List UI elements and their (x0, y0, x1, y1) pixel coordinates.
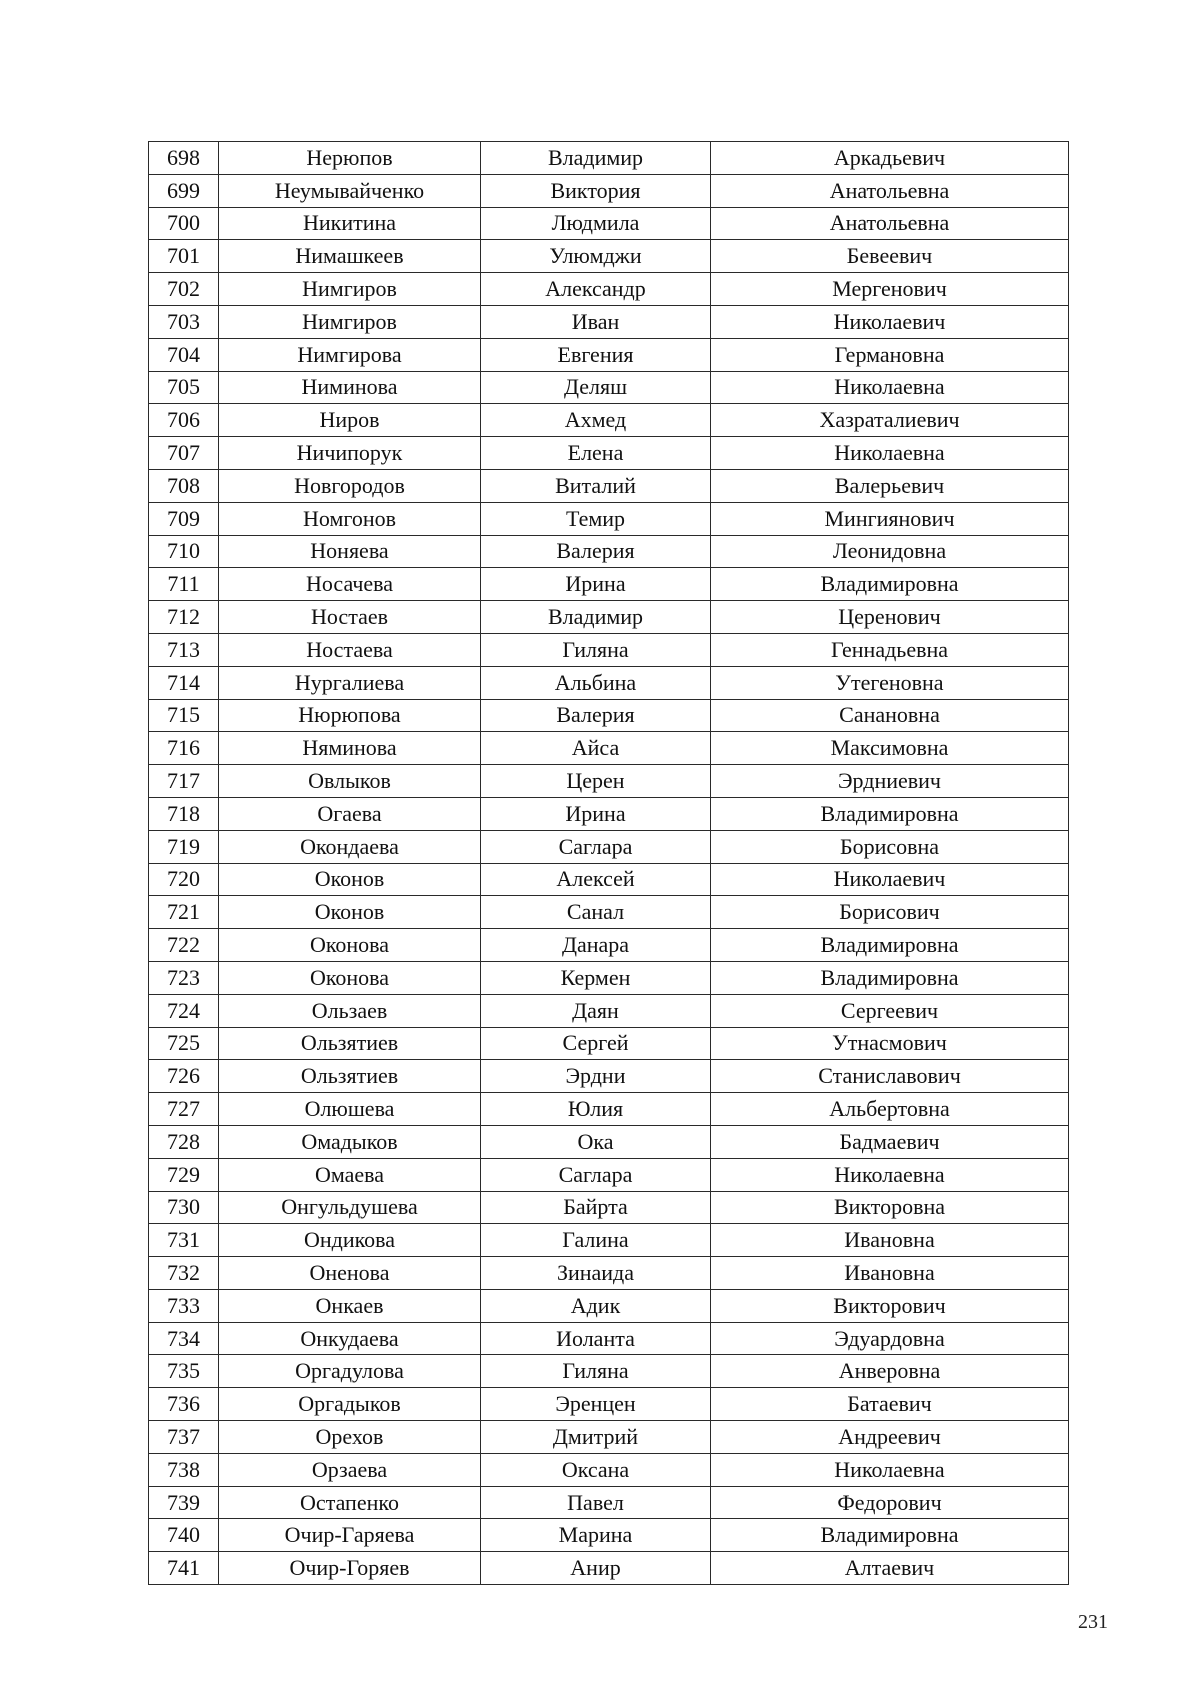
patronymic-cell: Бевеевич (711, 240, 1069, 273)
row-number-cell: 714 (149, 666, 219, 699)
table-row (149, 568, 1069, 601)
last-name-cell: Оргадулова (219, 1355, 481, 1388)
patronymic-cell: Альбертовна (711, 1093, 1069, 1126)
row-number-cell: 700 (149, 207, 219, 240)
last-name-cell: Нимгиров (219, 273, 481, 306)
patronymic-cell: Батаевич (711, 1388, 1069, 1421)
last-name-cell: Нимгиров (219, 305, 481, 338)
last-name-cell: Ностаев (219, 601, 481, 634)
last-name-cell: Окондаева (219, 830, 481, 863)
last-name-cell: Новгородов (219, 469, 481, 502)
row-number-cell: 728 (149, 1125, 219, 1158)
row-number-cell: 705 (149, 371, 219, 404)
row-number-cell: 711 (149, 568, 219, 601)
row-number-cell: 708 (149, 469, 219, 502)
table-row (149, 404, 1069, 437)
last-name-cell: Нимгирова (219, 338, 481, 371)
patronymic-cell: Бадмаевич (711, 1125, 1069, 1158)
table-row (149, 1224, 1069, 1257)
first-name-cell: Марина (481, 1519, 711, 1552)
first-name-cell: Валерия (481, 699, 711, 732)
last-name-cell: Оконова (219, 929, 481, 962)
row-number-cell: 712 (149, 601, 219, 634)
first-name-cell: Дмитрий (481, 1421, 711, 1454)
row-number-cell: 715 (149, 699, 219, 732)
first-name-cell: Оксана (481, 1453, 711, 1486)
last-name-cell: Оргадыков (219, 1388, 481, 1421)
table-row (149, 273, 1069, 306)
row-number-cell: 713 (149, 633, 219, 666)
row-number-cell: 739 (149, 1486, 219, 1519)
table-row (149, 1060, 1069, 1093)
table-row (149, 1552, 1069, 1585)
row-number-cell: 720 (149, 863, 219, 896)
first-name-cell: Людмила (481, 207, 711, 240)
patronymic-cell: Владимировна (711, 1519, 1069, 1552)
last-name-cell: Нимашкеев (219, 240, 481, 273)
first-name-cell: Темир (481, 502, 711, 535)
row-number-cell: 702 (149, 273, 219, 306)
table-row (149, 994, 1069, 1027)
table-row (149, 666, 1069, 699)
first-name-cell: Даян (481, 994, 711, 1027)
last-name-cell: Ондикова (219, 1224, 481, 1257)
row-number-cell: 725 (149, 1027, 219, 1060)
patronymic-cell: Валерьевич (711, 469, 1069, 502)
row-number-cell: 727 (149, 1093, 219, 1126)
table-row (149, 1125, 1069, 1158)
patronymic-cell: Викторовна (711, 1191, 1069, 1224)
last-name-cell: Ниминова (219, 371, 481, 404)
first-name-cell: Байрта (481, 1191, 711, 1224)
table-row (149, 1388, 1069, 1421)
patronymic-cell: Аркадьевич (711, 142, 1069, 175)
last-name-cell: Очир-Горяев (219, 1552, 481, 1585)
last-name-cell: Ноняева (219, 535, 481, 568)
row-number-cell: 707 (149, 437, 219, 470)
first-name-cell: Улюмджи (481, 240, 711, 273)
patronymic-cell: Анатольевна (711, 174, 1069, 207)
last-name-cell: Омаева (219, 1158, 481, 1191)
patronymic-cell: Мингиянович (711, 502, 1069, 535)
patronymic-cell: Владимировна (711, 961, 1069, 994)
table-row (149, 1158, 1069, 1191)
table-row (149, 469, 1069, 502)
table-row (149, 1421, 1069, 1454)
last-name-cell: Овлыков (219, 765, 481, 798)
table-row (149, 765, 1069, 798)
row-number-cell: 730 (149, 1191, 219, 1224)
table-row (149, 1486, 1069, 1519)
row-number-cell: 741 (149, 1552, 219, 1585)
patronymic-cell: Андреевич (711, 1421, 1069, 1454)
first-name-cell: Ирина (481, 797, 711, 830)
row-number-cell: 719 (149, 830, 219, 863)
last-name-cell: Ниров (219, 404, 481, 437)
first-name-cell: Гиляна (481, 633, 711, 666)
first-name-cell: Данара (481, 929, 711, 962)
row-number-cell: 732 (149, 1257, 219, 1290)
table-row (149, 1093, 1069, 1126)
first-name-cell: Виталий (481, 469, 711, 502)
last-name-cell: Ользятиев (219, 1027, 481, 1060)
row-number-cell: 734 (149, 1322, 219, 1355)
table-row (149, 1027, 1069, 1060)
patronymic-cell: Леонидовна (711, 535, 1069, 568)
table-row (149, 305, 1069, 338)
table-row (149, 699, 1069, 732)
row-number-cell: 717 (149, 765, 219, 798)
row-number-cell: 718 (149, 797, 219, 830)
first-name-cell: Эрдни (481, 1060, 711, 1093)
last-name-cell: Онкаев (219, 1289, 481, 1322)
first-name-cell: Ахмед (481, 404, 711, 437)
first-name-cell: Виктория (481, 174, 711, 207)
first-name-cell: Иван (481, 305, 711, 338)
first-name-cell: Эренцен (481, 1388, 711, 1421)
first-name-cell: Деляш (481, 371, 711, 404)
row-number-cell: 704 (149, 338, 219, 371)
page-number: 231 (1078, 1611, 1108, 1633)
patronymic-cell: Борисовна (711, 830, 1069, 863)
last-name-cell: Нерюпов (219, 142, 481, 175)
row-number-cell: 733 (149, 1289, 219, 1322)
first-name-cell: Сергей (481, 1027, 711, 1060)
first-name-cell: Кермен (481, 961, 711, 994)
row-number-cell: 723 (149, 961, 219, 994)
last-name-cell: Огаева (219, 797, 481, 830)
last-name-cell: Ностаева (219, 633, 481, 666)
patronymic-cell: Ивановна (711, 1224, 1069, 1257)
first-name-cell: Валерия (481, 535, 711, 568)
last-name-cell: Орзаева (219, 1453, 481, 1486)
row-number-cell: 724 (149, 994, 219, 1027)
table-row (149, 929, 1069, 962)
last-name-cell: Онгульдушева (219, 1191, 481, 1224)
table-row (149, 502, 1069, 535)
patronymic-cell: Владимировна (711, 929, 1069, 962)
last-name-cell: Оненова (219, 1257, 481, 1290)
first-name-cell: Адик (481, 1289, 711, 1322)
last-name-cell: Няминова (219, 732, 481, 765)
patronymic-cell: Викторович (711, 1289, 1069, 1322)
last-name-cell: Номгонов (219, 502, 481, 535)
patronymic-cell: Николаевич (711, 305, 1069, 338)
table-row (149, 896, 1069, 929)
table-row (149, 1289, 1069, 1322)
patronymic-cell: Николаевна (711, 437, 1069, 470)
patronymic-cell: Геннадьевна (711, 633, 1069, 666)
patronymic-cell: Алтаевич (711, 1552, 1069, 1585)
first-name-cell: Айса (481, 732, 711, 765)
first-name-cell: Галина (481, 1224, 711, 1257)
patronymic-cell: Максимовна (711, 732, 1069, 765)
table-row (149, 338, 1069, 371)
row-number-cell: 738 (149, 1453, 219, 1486)
table-row (149, 830, 1069, 863)
patronymic-cell: Ивановна (711, 1257, 1069, 1290)
first-name-cell: Альбина (481, 666, 711, 699)
table-row (149, 1519, 1069, 1552)
first-name-cell: Ирина (481, 568, 711, 601)
row-number-cell: 722 (149, 929, 219, 962)
table-row (149, 142, 1069, 175)
row-number-cell: 740 (149, 1519, 219, 1552)
table-row (149, 797, 1069, 830)
patronymic-cell: Сергеевич (711, 994, 1069, 1027)
first-name-cell: Елена (481, 437, 711, 470)
table-row (149, 437, 1069, 470)
patronymic-cell: Хазраталиевич (711, 404, 1069, 437)
row-number-cell: 726 (149, 1060, 219, 1093)
first-name-cell: Саглара (481, 830, 711, 863)
last-name-cell: Ничипорук (219, 437, 481, 470)
table-row (149, 601, 1069, 634)
patronymic-cell: Эдуардовна (711, 1322, 1069, 1355)
row-number-cell: 698 (149, 142, 219, 175)
first-name-cell: Юлия (481, 1093, 711, 1126)
last-name-cell: Оконов (219, 863, 481, 896)
first-name-cell: Владимир (481, 601, 711, 634)
row-number-cell: 729 (149, 1158, 219, 1191)
last-name-cell: Никитина (219, 207, 481, 240)
row-number-cell: 735 (149, 1355, 219, 1388)
last-name-cell: Оконов (219, 896, 481, 929)
last-name-cell: Оконова (219, 961, 481, 994)
table-row (149, 174, 1069, 207)
table-row (149, 1257, 1069, 1290)
patronymic-cell: Борисович (711, 896, 1069, 929)
first-name-cell: Анир (481, 1552, 711, 1585)
patronymic-cell: Утнасмович (711, 1027, 1069, 1060)
patronymic-cell: Анатольевна (711, 207, 1069, 240)
patronymic-cell: Владимировна (711, 797, 1069, 830)
patronymic-cell: Владимировна (711, 568, 1069, 601)
row-number-cell: 706 (149, 404, 219, 437)
table-row (149, 240, 1069, 273)
patronymic-cell: Анверовна (711, 1355, 1069, 1388)
table-row (149, 863, 1069, 896)
first-name-cell: Александр (481, 273, 711, 306)
first-name-cell: Павел (481, 1486, 711, 1519)
last-name-cell: Омадыков (219, 1125, 481, 1158)
last-name-cell: Нургалиева (219, 666, 481, 699)
table-row (149, 207, 1069, 240)
last-name-cell: Остапенко (219, 1486, 481, 1519)
table-row (149, 371, 1069, 404)
last-name-cell: Неумывайченко (219, 174, 481, 207)
name-list-table (148, 141, 1069, 1585)
last-name-cell: Очир-Гаряева (219, 1519, 481, 1552)
patronymic-cell: Федорович (711, 1486, 1069, 1519)
patronymic-cell: Николаевна (711, 371, 1069, 404)
last-name-cell: Ользятиев (219, 1060, 481, 1093)
patronymic-cell: Церенович (711, 601, 1069, 634)
row-number-cell: 710 (149, 535, 219, 568)
last-name-cell: Ользаев (219, 994, 481, 1027)
row-number-cell: 721 (149, 896, 219, 929)
row-number-cell: 703 (149, 305, 219, 338)
row-number-cell: 709 (149, 502, 219, 535)
row-number-cell: 737 (149, 1421, 219, 1454)
last-name-cell: Олюшева (219, 1093, 481, 1126)
row-number-cell: 701 (149, 240, 219, 273)
patronymic-cell: Эрдниевич (711, 765, 1069, 798)
last-name-cell: Онкудаева (219, 1322, 481, 1355)
first-name-cell: Саглара (481, 1158, 711, 1191)
first-name-cell: Гиляна (481, 1355, 711, 1388)
first-name-cell: Ока (481, 1125, 711, 1158)
table-row (149, 1355, 1069, 1388)
row-number-cell: 699 (149, 174, 219, 207)
first-name-cell: Евгения (481, 338, 711, 371)
table-row (149, 732, 1069, 765)
first-name-cell: Владимир (481, 142, 711, 175)
patronymic-cell: Николаевна (711, 1158, 1069, 1191)
patronymic-cell: Утегеновна (711, 666, 1069, 699)
first-name-cell: Иоланта (481, 1322, 711, 1355)
table-row (149, 1322, 1069, 1355)
patronymic-cell: Николаевич (711, 863, 1069, 896)
patronymic-cell: Мергенович (711, 273, 1069, 306)
first-name-cell: Алексей (481, 863, 711, 896)
first-name-cell: Церен (481, 765, 711, 798)
first-name-cell: Санал (481, 896, 711, 929)
table-row (149, 535, 1069, 568)
first-name-cell: Зинаида (481, 1257, 711, 1290)
row-number-cell: 731 (149, 1224, 219, 1257)
table-row (149, 1191, 1069, 1224)
name-list-body (149, 142, 1069, 1585)
patronymic-cell: Николаевна (711, 1453, 1069, 1486)
patronymic-cell: Станиславович (711, 1060, 1069, 1093)
last-name-cell: Нюрюпова (219, 699, 481, 732)
row-number-cell: 736 (149, 1388, 219, 1421)
table-row (149, 633, 1069, 666)
table-row (149, 1453, 1069, 1486)
last-name-cell: Орехов (219, 1421, 481, 1454)
last-name-cell: Носачева (219, 568, 481, 601)
table-row (149, 961, 1069, 994)
patronymic-cell: Санановна (711, 699, 1069, 732)
row-number-cell: 716 (149, 732, 219, 765)
patronymic-cell: Германовна (711, 338, 1069, 371)
